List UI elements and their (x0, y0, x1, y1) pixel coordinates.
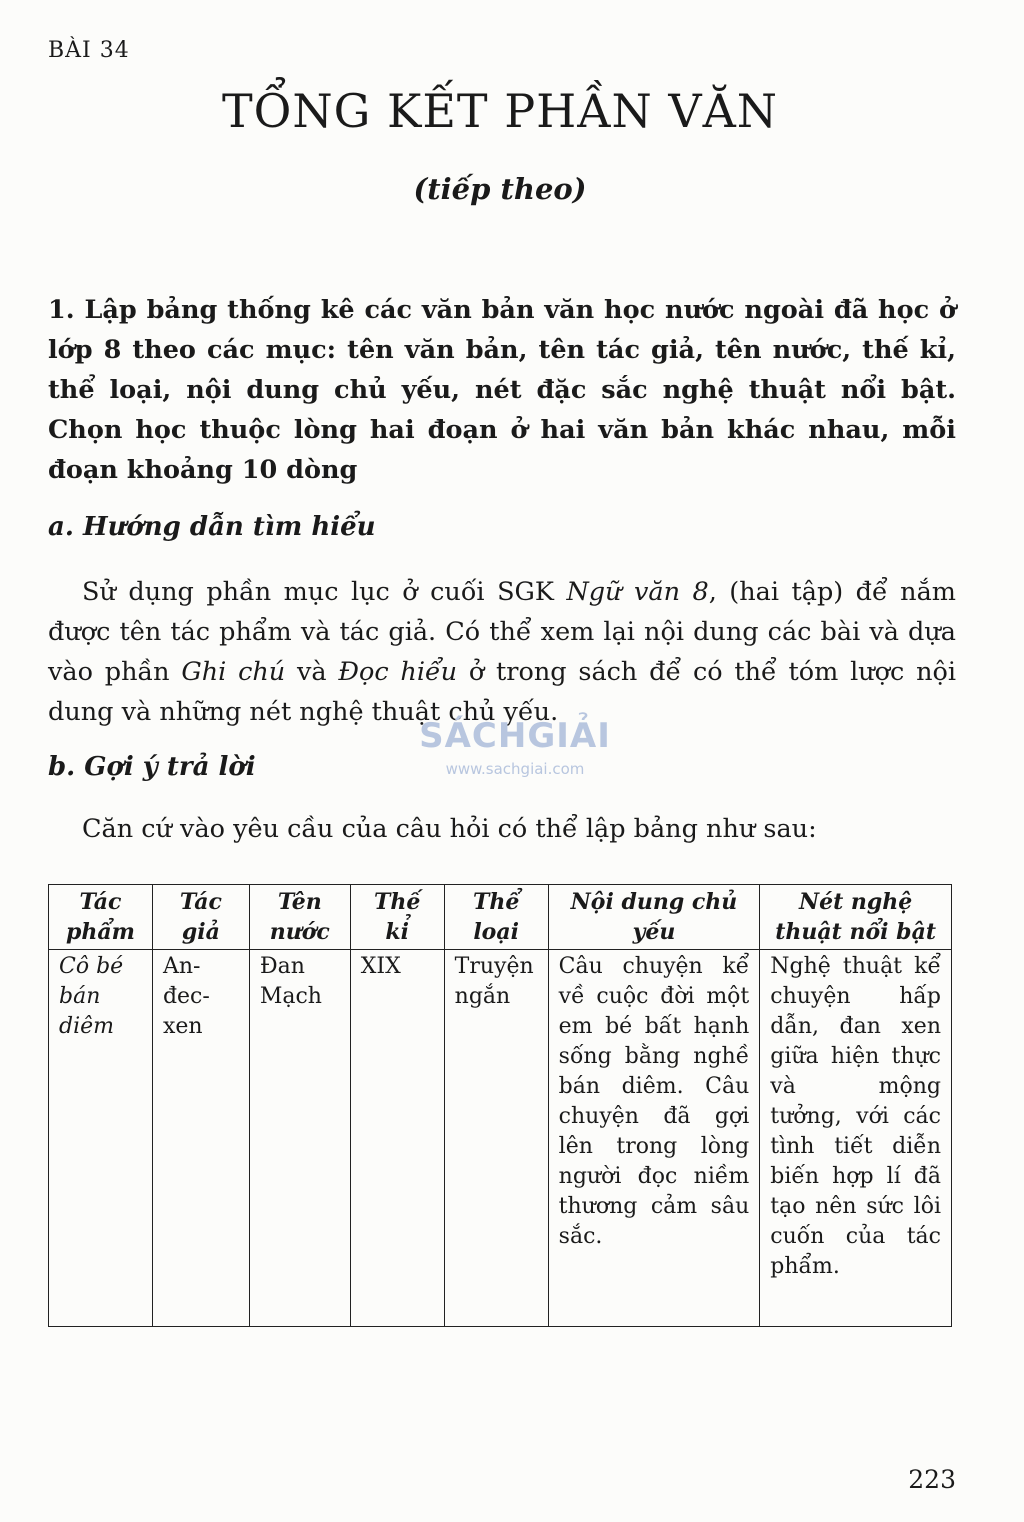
header-century: Thế kỉ (350, 885, 444, 950)
table-header-row (49, 885, 952, 950)
section-a-text-3: và (285, 657, 339, 687)
page-title: TỔNG KẾT PHẦN VĂN (221, 84, 779, 138)
watermark-logo: SÁCHGIẢI (419, 716, 611, 756)
cell-work: Cô bé bán diêm (49, 950, 153, 1327)
notes-term: Ghi chú (181, 657, 286, 687)
header-content: Nội dung chủ yếu (548, 885, 760, 950)
cell-art: Nghệ thuật kể chuyện hấp dẫn, đan xen giữa hiện thực và mộng tưởng, với các tình tiết diễn biến hợp lí đã tạo nên sức lôi cuốn của tác phẩm. (760, 950, 952, 1327)
literature-table (48, 884, 952, 1327)
header-country: Tên nước (249, 885, 350, 950)
section-a-text-2: , (hai tập) để nắm được tên tác phẩm và tác giả. Có thể xem lại nội dung các bài và dựa vào phần (48, 577, 956, 687)
table-row (49, 950, 952, 1327)
header-art: Nét nghệ thuật nổi bật (760, 885, 952, 950)
book-title: Ngữ văn 8 (566, 577, 709, 607)
section-b-heading: b. Gợi ý trả lời (48, 752, 256, 782)
watermark-url: www.sachgiai.com (445, 760, 585, 778)
header-work: Tác phẩm (49, 885, 153, 950)
cell-century: XIX (350, 950, 444, 1327)
section-a-text-4: ở trong sách để có thể tóm lược nội dung và những nét nghệ thuật chủ yếu. (48, 657, 957, 727)
header-author: Tác giả (152, 885, 249, 950)
section-a-heading: a. Hướng dẫn tìm hiểu (48, 512, 376, 542)
watermark (410, 716, 620, 778)
cell-content: Câu chuyện kể về cuộc đời một em bé bất hạnh sống bằng nghề bán diêm. Câu chuyện đã gợi lên trong lòng người đọc niềm thương cảm sâu sắc. (548, 950, 760, 1327)
lesson-label: BÀI 34 (48, 38, 130, 63)
cell-country: Đan Mạch (249, 950, 350, 1327)
page-number: 223 (908, 1465, 956, 1494)
question-text: 1. Lập bảng thống kê các văn bản văn học nước ngoài đã học ở lớp 8 theo các mục: tên văn bản, tên tác giả, tên nước, thế kỉ, thể loại, nội dung chủ yếu, nét đặc sắc nghệ thuật nổi bật. Chọn học thuộc lòng hai đoạn ở hai văn bản khác nhau, mỗi đoạn khoảng 10 dòng (48, 295, 956, 485)
cell-genre: Truyện ngắn (444, 950, 548, 1327)
section-a-text-1: Sử dụng phần mục lục ở cuối SGK (82, 577, 567, 607)
section-b-intro: Căn cứ vào yêu cầu của câu hỏi có thể lập bảng như sau: (82, 814, 817, 844)
reading-term: Đọc hiểu (338, 657, 458, 687)
page-subtitle: (tiếp theo) (413, 172, 587, 206)
cell-author: An-đec-xen (152, 950, 249, 1327)
section-a-paragraph (48, 572, 956, 732)
header-genre: Thể loại (444, 885, 548, 950)
